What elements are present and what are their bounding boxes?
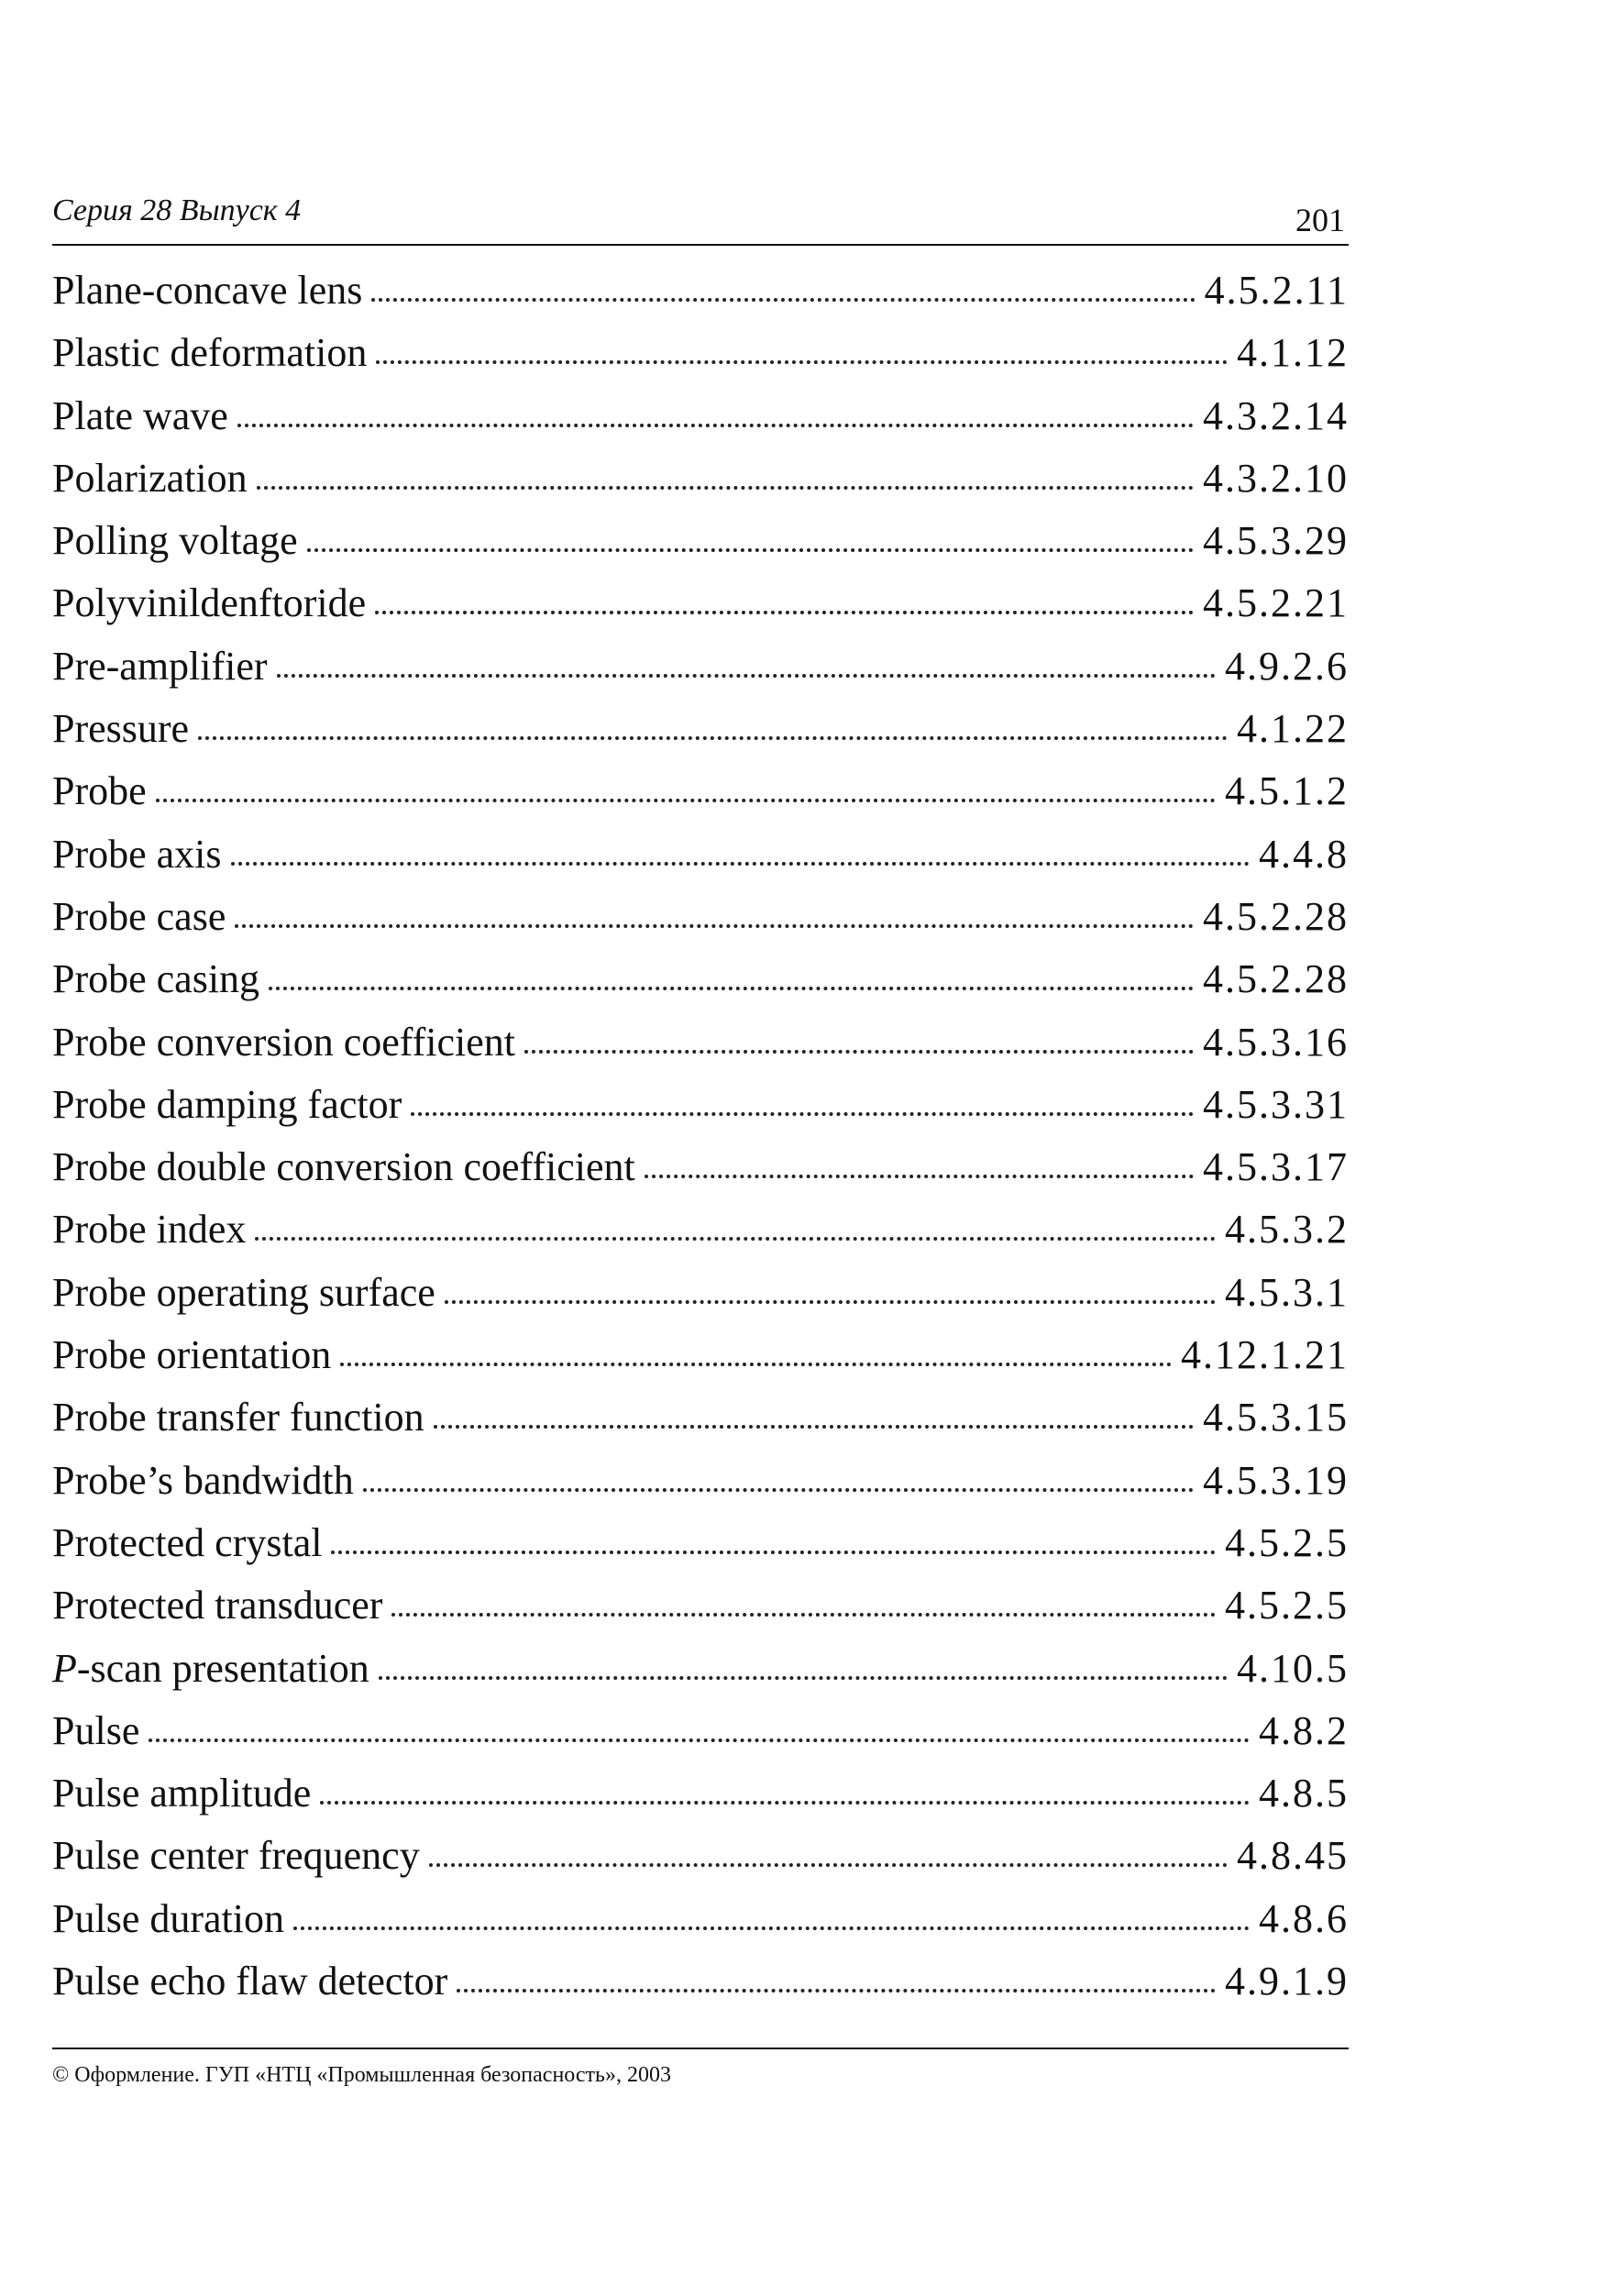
index-term: Pulse amplitude [52, 1771, 312, 1816]
dot-leader [429, 1854, 1228, 1867]
index-entry [52, 1136, 1349, 1198]
index-term: Polling voltage [52, 518, 298, 564]
running-header [52, 189, 1349, 246]
dot-leader [445, 1291, 1216, 1304]
index-term: Probe axis [52, 831, 222, 877]
index-term: Plate wave [52, 392, 228, 438]
dot-leader [320, 1792, 1250, 1805]
index-reference: 4.5.3.29 [1203, 518, 1349, 564]
index-entry [52, 698, 1349, 760]
index-reference: 4.5.3.1 [1225, 1269, 1349, 1315]
index-entry [52, 1324, 1349, 1386]
index-term: Probe double conversion coefficient [52, 1144, 635, 1190]
index-reference: 4.4.8 [1259, 831, 1349, 877]
index-term: Plane-concave lens [52, 268, 363, 313]
dot-leader [277, 665, 1216, 678]
index-reference: 4.5.2.28 [1203, 893, 1349, 939]
copyright-notice: © Оформление. ГУП «НТЦ «Промышленная безопасность», 2003 [52, 2063, 671, 2087]
index-term: Pulse duration [52, 1895, 284, 1941]
index-reference: 4.1.12 [1237, 330, 1349, 376]
index-entry [52, 259, 1349, 322]
index-entry [52, 948, 1349, 1010]
dot-leader [645, 1165, 1194, 1178]
index-entry [52, 1074, 1349, 1136]
index-entry [52, 886, 1349, 948]
index-entry [52, 1386, 1349, 1449]
index-reference: 4.5.2.11 [1204, 268, 1349, 313]
dot-leader [231, 853, 1250, 866]
index-reference: 4.8.2 [1259, 1707, 1349, 1753]
index-term: Probe index [52, 1207, 247, 1253]
index-entry [52, 322, 1349, 384]
index-term: Probe casing [52, 956, 260, 1002]
index-term: Probe damping factor [52, 1081, 402, 1127]
dot-leader [524, 1041, 1194, 1054]
index-reference: 4.5.2.21 [1203, 580, 1349, 626]
dot-leader [235, 915, 1194, 928]
dot-leader [269, 977, 1194, 990]
dot-leader [434, 1416, 1194, 1429]
dot-leader [237, 414, 1194, 427]
index-reference: 4.3.2.10 [1203, 455, 1349, 501]
index-reference: 4.5.3.17 [1203, 1144, 1349, 1190]
index-entry [52, 1888, 1349, 1950]
index-term: Probe operating surface [52, 1269, 435, 1315]
dot-leader [198, 727, 1228, 740]
index-term: Pressure [52, 706, 190, 752]
dot-leader [411, 1103, 1194, 1116]
index-term: Probe orientation [52, 1332, 332, 1378]
index-term: Plastic deformation [52, 330, 368, 376]
index-entry [52, 1825, 1349, 1887]
index-term: Pulse [52, 1707, 140, 1753]
index-entry [52, 1762, 1349, 1825]
index-term: Probe transfer function [52, 1395, 424, 1441]
index-term: Protected transducer [52, 1583, 383, 1628]
index-entry [52, 447, 1349, 510]
dot-leader [255, 1228, 1216, 1241]
index-entry [52, 1512, 1349, 1574]
index-reference: 4.9.2.6 [1225, 643, 1349, 689]
index-entry [52, 572, 1349, 635]
index-term: Pulse echo flaw detector [52, 1959, 448, 2004]
dot-leader [391, 1604, 1216, 1617]
index-reference: 4.5.2.28 [1203, 956, 1349, 1002]
index-entry [52, 1638, 1349, 1700]
dot-leader [149, 1729, 1250, 1742]
index-term: Probe’s bandwidth [52, 1457, 354, 1503]
index-term: Polarization [52, 455, 248, 501]
index-reference: 4.8.45 [1237, 1833, 1349, 1879]
index-reference: 4.10.5 [1237, 1645, 1349, 1691]
index-term: Pulse center frequency [52, 1833, 420, 1879]
index-entry [52, 1574, 1349, 1637]
footer-divider [52, 2048, 1349, 2049]
index-term-italic-letter: P [52, 1645, 77, 1691]
index-entry [52, 823, 1349, 886]
index-reference: 4.5.2.5 [1225, 1519, 1349, 1565]
index-entry [52, 1198, 1349, 1261]
index-reference: 4.5.3.19 [1203, 1457, 1349, 1503]
dot-leader [457, 1980, 1216, 1992]
index-entry [52, 760, 1349, 822]
index-entry [52, 385, 1349, 447]
index-term [52, 1638, 373, 1700]
index-reference: 4.5.2.5 [1225, 1583, 1349, 1628]
dot-leader [363, 1479, 1194, 1492]
index-term: Probe conversion coefficient [52, 1019, 516, 1065]
index-entry [52, 1450, 1349, 1512]
index-term-rest: -scan presentation [76, 1645, 369, 1691]
index-term: Probe [52, 768, 147, 814]
dot-leader [379, 1667, 1228, 1680]
index-entry [52, 1950, 1349, 2013]
index-entry [52, 1262, 1349, 1324]
page-number: 201 [1295, 202, 1345, 238]
series-title: Серия 28 Выпуск 4 [52, 193, 302, 227]
index-reference: 4.9.1.9 [1225, 1959, 1349, 2004]
index-list [52, 259, 1349, 2013]
index-reference: 4.1.22 [1237, 706, 1349, 752]
index-reference: 4.5.1.2 [1225, 768, 1349, 814]
index-term: Probe case [52, 893, 226, 939]
dot-leader [371, 289, 1195, 302]
index-entry [52, 510, 1349, 572]
index-reference: 4.8.5 [1259, 1771, 1349, 1816]
index-reference: 4.8.6 [1259, 1895, 1349, 1941]
index-term: Pre-amplifier [52, 643, 268, 689]
dot-leader [376, 351, 1228, 364]
index-term: Protected crystal [52, 1519, 323, 1565]
dot-leader [307, 539, 1194, 552]
index-reference: 4.12.1.21 [1181, 1332, 1349, 1378]
index-reference: 4.5.3.31 [1203, 1081, 1349, 1127]
dot-leader [331, 1541, 1216, 1554]
index-reference: 4.3.2.14 [1203, 392, 1349, 438]
dot-leader [340, 1353, 1172, 1366]
index-term: Polyvinildenftoride [52, 580, 367, 626]
index-entry [52, 1700, 1349, 1762]
index-reference: 4.5.3.15 [1203, 1395, 1349, 1441]
dot-leader [156, 789, 1216, 802]
index-entry [52, 1011, 1349, 1074]
dot-leader [293, 1917, 1250, 1930]
index-entry [52, 635, 1349, 698]
index-reference: 4.5.3.2 [1225, 1207, 1349, 1253]
dot-leader [257, 477, 1194, 490]
dot-leader [375, 602, 1194, 614]
index-reference: 4.5.3.16 [1203, 1019, 1349, 1065]
